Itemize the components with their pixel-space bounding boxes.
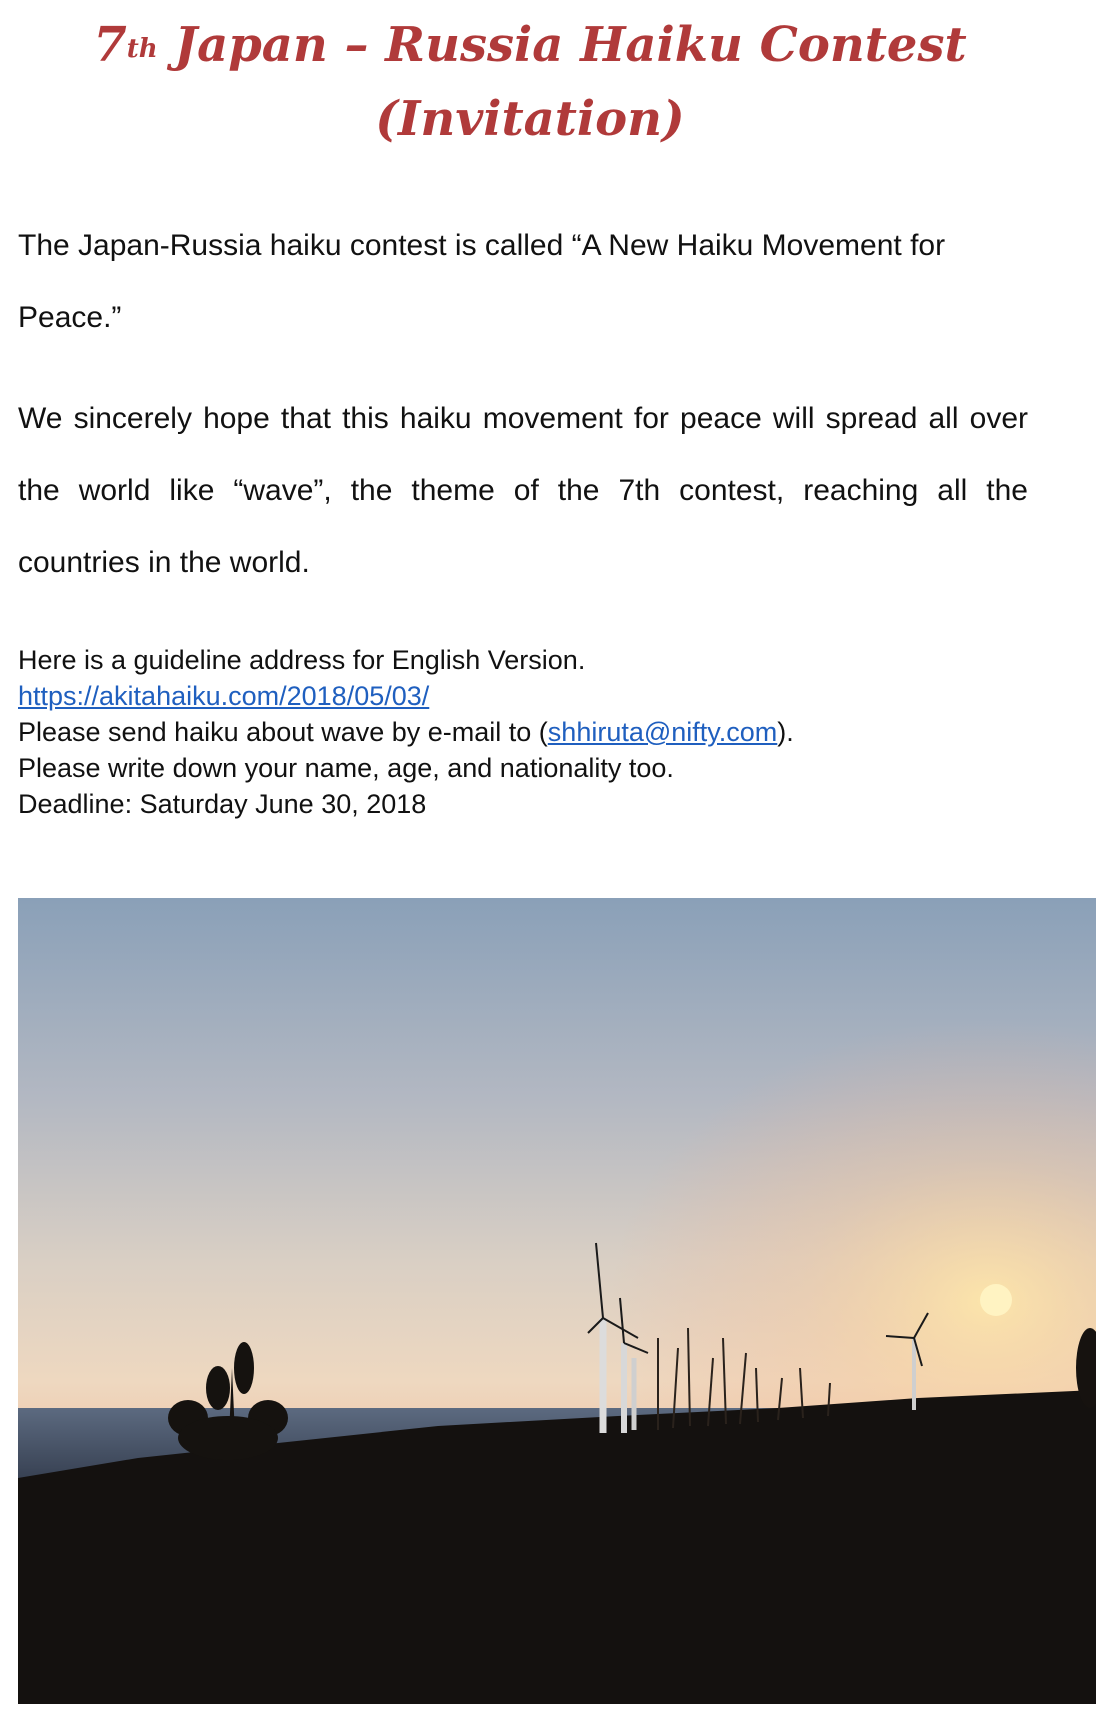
intro-paragraph-2: We sincerely hope that this haiku movement for peace will spread all over the world like “wave”, the theme of the 7th contest, reaching all the countries in the world.	[18, 402, 1028, 579]
send-suffix: ).	[777, 717, 794, 747]
title-subtitle: (Invitation)	[375, 91, 685, 147]
title-main: Japan – Russia Haiku Contest	[157, 17, 967, 73]
title-line-1	[0, 14, 1060, 76]
deadline: Deadline: Saturday June 30, 2018	[18, 789, 427, 819]
email-link[interactable]: shhiruta@nifty.com	[547, 717, 778, 747]
sunset-wind-turbine-photo	[18, 898, 1096, 1704]
send-instructions	[18, 714, 1058, 750]
write-down-instruction: Please write down your name, age, and nationality too.	[18, 753, 674, 783]
guideline-text: Here is a guideline address for English Version.	[18, 645, 586, 675]
guideline-link[interactable]: https://akitahaiku.com/2018/05/03/	[18, 681, 430, 711]
title-ordinal-number: 7	[93, 17, 127, 73]
send-prefix: Please send haiku about wave by e-mail to (	[18, 717, 548, 747]
intro-paragraph-1: The Japan-Russia haiku contest is called “A New Haiku Movement for Peace.”	[18, 229, 946, 334]
title-ordinal-suffix: th	[126, 34, 158, 64]
contest-details	[18, 642, 1058, 822]
sun	[980, 1284, 1012, 1316]
